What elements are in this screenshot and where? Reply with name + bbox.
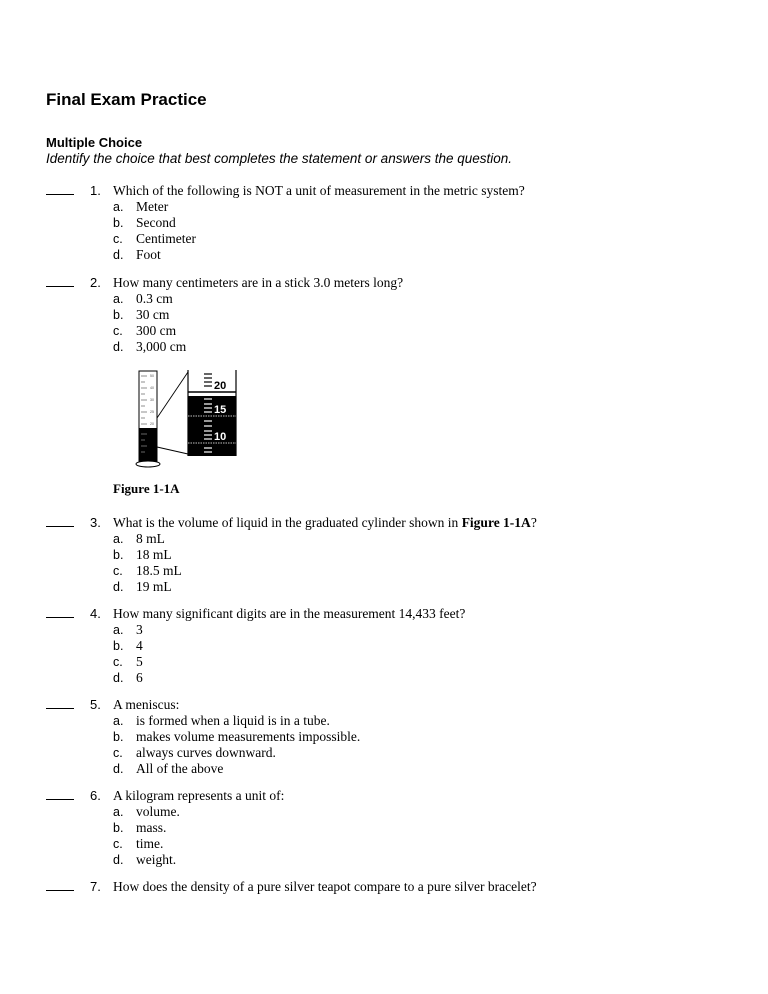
option-text: 30 cm bbox=[136, 307, 170, 322]
option-text: is formed when a liquid is in a tube. bbox=[136, 713, 330, 728]
question-stem: How many significant digits are in the measurement 14,433 feet? bbox=[113, 606, 466, 621]
option-letter: a. bbox=[113, 805, 124, 819]
figure-reference: Figure 1-1A bbox=[461, 515, 531, 530]
option-text: 3,000 cm bbox=[136, 339, 187, 354]
option-letter: c. bbox=[113, 655, 123, 669]
option-letter: a. bbox=[113, 200, 124, 214]
question-stem: How does the density of a pure silver teapot compare to a pure silver bracelet? bbox=[113, 879, 537, 894]
answer-blank[interactable] bbox=[46, 617, 74, 618]
question-number: 5. bbox=[90, 697, 101, 712]
section-heading: Multiple Choice bbox=[46, 135, 143, 150]
option-letter: c. bbox=[113, 837, 123, 851]
question-stem: How many centimeters are in a stick 3.0 meters long? bbox=[113, 275, 404, 290]
svg-text:40: 40 bbox=[150, 386, 154, 390]
question-number: 6. bbox=[90, 788, 101, 803]
answer-blank[interactable] bbox=[46, 526, 74, 527]
scale-label-15: 15 bbox=[214, 404, 227, 416]
option-letter: c. bbox=[113, 324, 123, 338]
option-letter: d. bbox=[113, 580, 124, 594]
answer-blank[interactable] bbox=[46, 708, 74, 709]
question-stem: Which of the following is NOT a unit of measurement in the metric system? bbox=[113, 183, 525, 198]
answer-blank[interactable] bbox=[46, 890, 74, 891]
option-text: Second bbox=[136, 215, 176, 230]
option-letter: c. bbox=[113, 232, 123, 246]
option-letter: a. bbox=[113, 292, 124, 306]
graduated-cylinder-figure bbox=[133, 368, 243, 473]
option-text: 6 bbox=[136, 670, 143, 685]
option-letter: c. bbox=[113, 746, 123, 760]
option-text: 0.3 cm bbox=[136, 291, 173, 306]
option-text: All of the above bbox=[136, 761, 224, 776]
stem-text: What is the volume of liquid in the graduated cylinder shown in bbox=[113, 515, 462, 530]
option-letter: b. bbox=[113, 548, 124, 562]
option-letter: d. bbox=[113, 853, 124, 867]
svg-text:20: 20 bbox=[150, 422, 154, 426]
option-letter: d. bbox=[113, 340, 124, 354]
answer-blank[interactable] bbox=[46, 286, 74, 287]
svg-text:30: 30 bbox=[150, 398, 154, 402]
document-title: Final Exam Practice bbox=[46, 90, 207, 109]
option-text: Foot bbox=[136, 247, 161, 262]
question-number: 4. bbox=[90, 606, 101, 621]
option-text: makes volume measurements impossible. bbox=[136, 729, 361, 744]
option-text: 8 mL bbox=[136, 531, 165, 546]
option-text: 3 bbox=[136, 622, 143, 637]
question-stem: A meniscus: bbox=[113, 697, 180, 712]
option-text: 18.5 mL bbox=[136, 563, 182, 578]
option-letter: b. bbox=[113, 730, 124, 744]
option-letter: b. bbox=[113, 639, 124, 653]
option-letter: d. bbox=[113, 671, 124, 685]
stem-punctuation: ? bbox=[530, 515, 537, 530]
option-text: time. bbox=[136, 836, 164, 851]
answer-blank[interactable] bbox=[46, 194, 74, 195]
option-text: 18 mL bbox=[136, 547, 172, 562]
option-letter: b. bbox=[113, 821, 124, 835]
option-letter: a. bbox=[113, 532, 124, 546]
option-text: always curves downward. bbox=[136, 745, 276, 760]
question-number: 1. bbox=[90, 183, 101, 198]
option-text: 4 bbox=[136, 638, 143, 653]
question-stem: A kilogram represents a unit of: bbox=[113, 788, 285, 803]
option-letter: a. bbox=[113, 623, 124, 637]
scale-label-20: 20 bbox=[214, 380, 227, 392]
option-letter: c. bbox=[113, 564, 123, 578]
svg-text:25: 25 bbox=[150, 410, 154, 414]
svg-text:50: 50 bbox=[150, 374, 154, 378]
scale-label-10: 10 bbox=[214, 431, 227, 443]
option-text: weight. bbox=[136, 852, 177, 867]
option-letter: d. bbox=[113, 248, 124, 262]
option-text: Centimeter bbox=[136, 231, 196, 246]
figure-caption: Figure 1-1A bbox=[113, 481, 180, 496]
answer-blank[interactable] bbox=[46, 799, 74, 800]
option-letter: b. bbox=[113, 216, 124, 230]
option-text: 5 bbox=[136, 654, 143, 669]
option-text: 300 cm bbox=[136, 323, 177, 338]
instructions: Identify the choice that best completes the statement or answers the question. bbox=[46, 151, 513, 166]
option-letter: a. bbox=[113, 714, 124, 728]
option-letter: b. bbox=[113, 308, 124, 322]
option-letter: d. bbox=[113, 762, 124, 776]
option-text: Meter bbox=[136, 199, 169, 214]
question-stem bbox=[113, 515, 537, 531]
question-number: 3. bbox=[90, 515, 101, 530]
option-text: mass. bbox=[136, 820, 167, 835]
question-number: 7. bbox=[90, 879, 101, 894]
question-number: 2. bbox=[90, 275, 101, 290]
option-text: volume. bbox=[136, 804, 180, 819]
option-text: 19 mL bbox=[136, 579, 172, 594]
